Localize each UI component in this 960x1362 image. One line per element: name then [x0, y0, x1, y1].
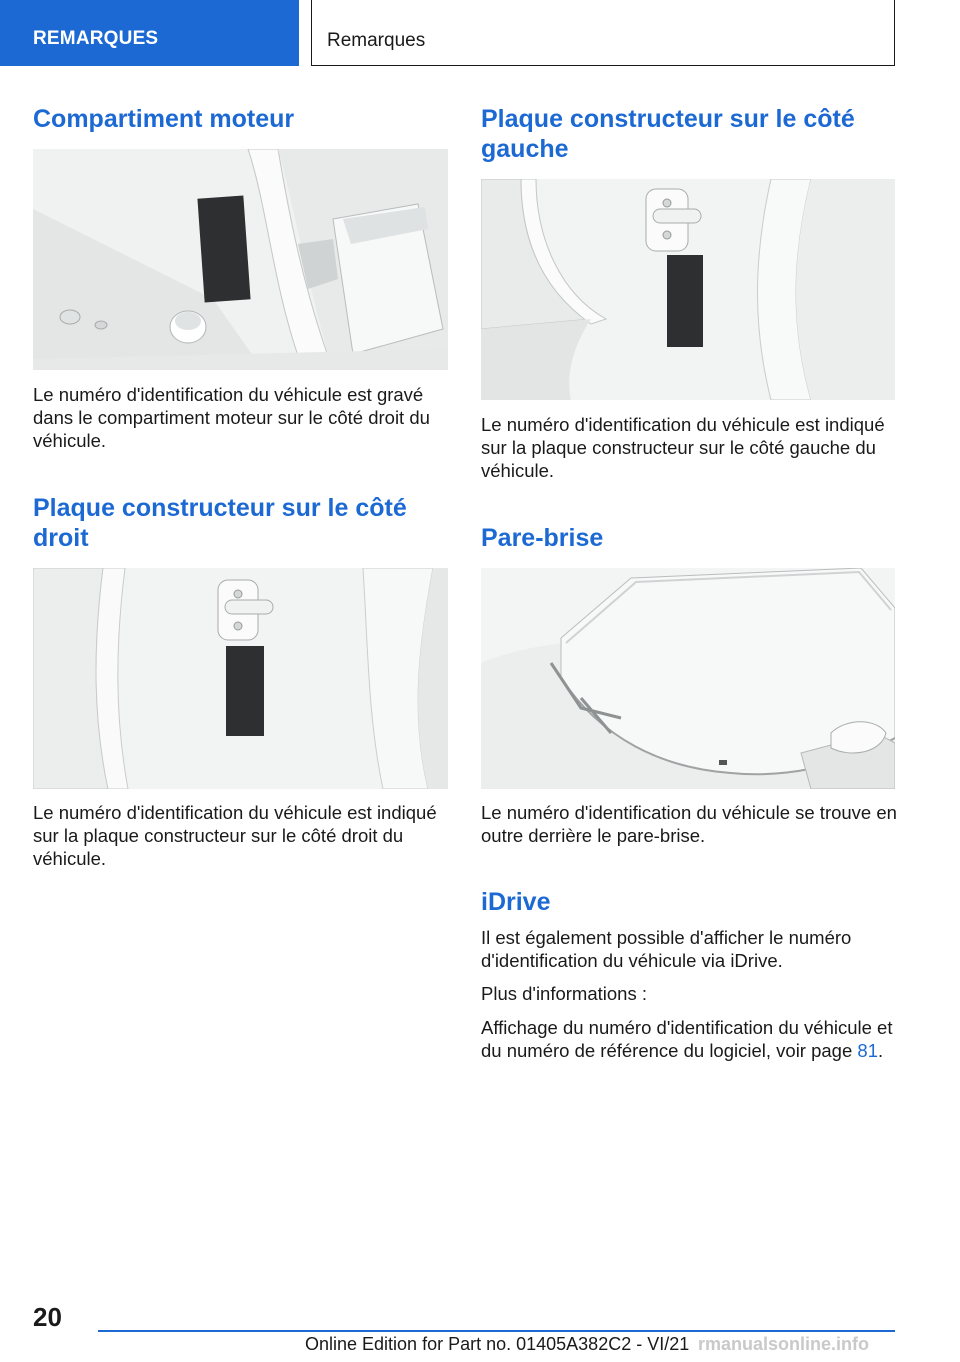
right-plate-image: [33, 568, 448, 789]
heading-idrive: iDrive: [481, 888, 551, 916]
watermark-text: rmanualsonline.info: [698, 1334, 870, 1354]
idrive-reference: [481, 1016, 899, 1062]
left-plate-image: [481, 179, 895, 400]
section-title: Remarques: [327, 30, 426, 51]
idrive-more-info: Plus d'informations :: [481, 983, 647, 1004]
footer-divider: [98, 1330, 895, 1332]
heading-windshield: Pare-brise: [481, 524, 604, 552]
heading-right-plate: Plaque constructeur sur le côté droit: [33, 494, 407, 552]
windshield-text: Le numéro d'identification du véhicule se trouve en outre derrière le pare-brise.: [481, 802, 897, 846]
idrive-reference-text: Affichage du numéro d'identification du véhicule et du numéro de référence du logiciel, voir page: [481, 1017, 893, 1061]
edition-text: Online Edition for Part no. 01405A382C2 - VI/21: [305, 1334, 690, 1354]
section-title-box: [311, 0, 895, 66]
engine-compartment-text: Le numéro d'identification du véhicule est gravé dans le compartiment moteur sur le côté droit du véhicule.: [33, 384, 430, 451]
page-link[interactable]: 81: [857, 1040, 878, 1061]
idrive-text: Il est également possible d'afficher le numéro d'identification du véhicule via iDrive.: [481, 927, 852, 971]
page-number: 20: [33, 1302, 62, 1332]
right-plate-text: Le numéro d'identification du véhicule est indiqué sur la plaque constructeur sur le côté droit du véhicule.: [33, 802, 437, 869]
left-plate-text: Le numéro d'identification du véhicule est indiqué sur la plaque constructeur sur le côté gauche du véhicule.: [481, 414, 885, 481]
windshield-image: [481, 568, 895, 789]
section-tab: [0, 0, 299, 66]
idrive-reference-end: .: [877, 1040, 884, 1061]
engine-compartment-image: [33, 149, 448, 370]
section-tab-label: REMARQUES: [33, 28, 159, 49]
heading-engine-compartment: Compartiment moteur: [33, 105, 295, 133]
heading-left-plate: Plaque constructeur sur le côté gauche: [481, 105, 855, 163]
